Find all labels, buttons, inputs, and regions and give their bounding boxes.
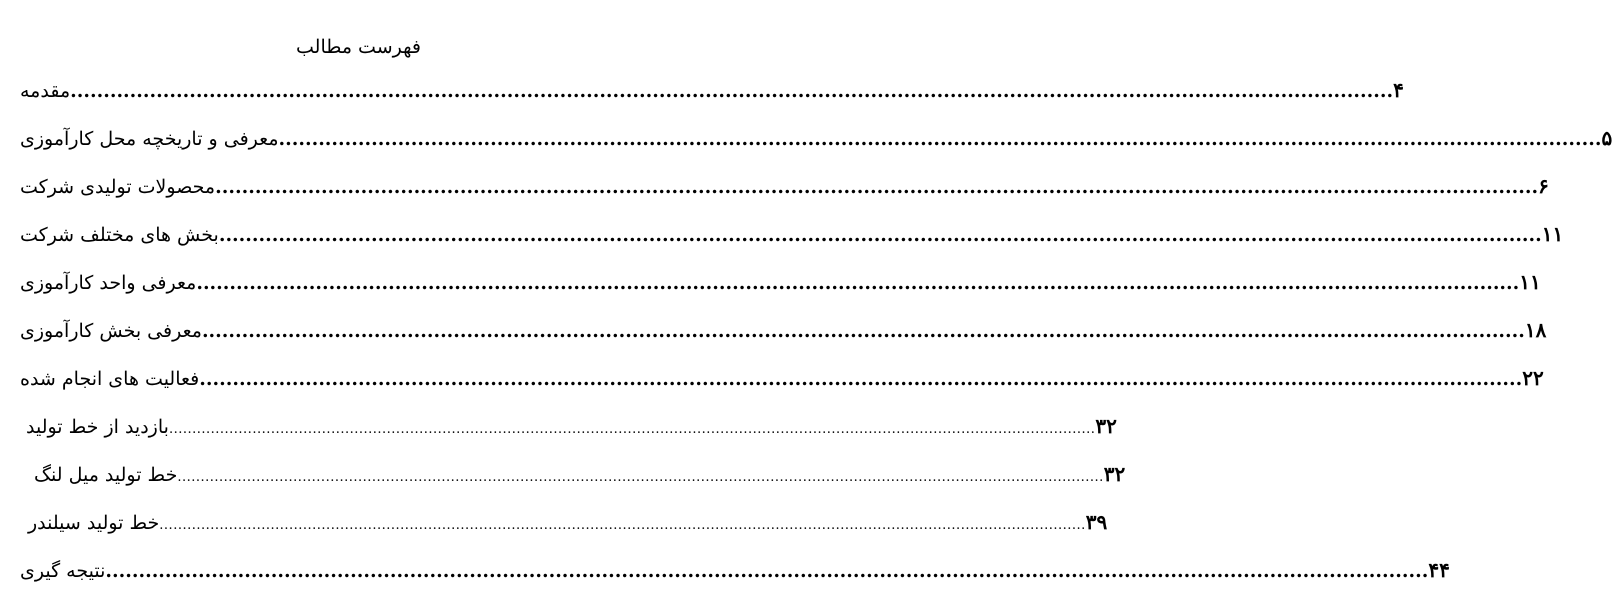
toc-leader-dots: ........................................................................................................................................................................................................ (278, 128, 1602, 150)
toc-entry-label: بازدید از خط تولید (26, 416, 169, 438)
toc-entry-page: ۵ (1601, 126, 1613, 150)
toc-leader-dots: ........................................................................................................................................................................................................ (215, 176, 1539, 198)
toc-entry-label: نتیجه گیری (20, 560, 106, 582)
toc-entry-label: خط تولید سیلندر (28, 512, 160, 534)
toc-entry-introduction (18, 78, 1404, 112)
toc-entry-page: ۶ (1538, 174, 1549, 198)
toc-entry-activities (18, 366, 1544, 400)
toc-entry-label: معرفی بخش کارآموزی (20, 320, 202, 342)
toc-entry-label: معرفی واحد کارآموزی (20, 272, 197, 294)
toc-title: فهرست مطالب (296, 36, 421, 58)
toc-entry-page: ۱۱ (1541, 222, 1564, 246)
toc-leader-dots: ........................................................................................................................................................................................................ (70, 80, 1394, 102)
toc-entry-page: ۱۸ (1524, 318, 1547, 342)
toc-leader-dots: ........................................................................................................................................................................................................ (201, 320, 1525, 342)
toc-entry-label: خط تولید میل لنگ (34, 464, 178, 486)
toc-entry-label: مقدمه (20, 80, 71, 102)
toc-leader-dots: ........................................................................................................................................................................................................ (159, 518, 1086, 533)
toc-entry-page: ۱۱ (1519, 270, 1541, 294)
toc-entry-cylinder-line (26, 510, 1108, 544)
toc-entry-page: ۳۲ (1095, 414, 1117, 438)
toc-entry-label: بخش های مختلف شرکت (20, 224, 219, 246)
toc-leader-dots: ........................................................................................................................................................................................................ (196, 272, 1520, 294)
toc-entry-internship-section (18, 318, 1547, 352)
toc-leader-dots: ........................................................................................................................................................................................................ (177, 470, 1104, 485)
toc-entry-internship-unit (18, 270, 1541, 304)
toc-entry-label: معرفی و تاریخچه محل کارآموزی (20, 128, 279, 150)
toc-entry-departments (18, 222, 1564, 256)
toc-list (0, 74, 1613, 604)
toc-leader-dots: ........................................................................................................................................................................................................ (218, 224, 1542, 246)
toc-entry-page: ۳۹ (1085, 510, 1108, 534)
toc-entry-page: ۲۲ (1522, 366, 1544, 390)
toc-entry-page: ۴ (1393, 78, 1404, 102)
toc-leader-dots: ........................................................................................................................................................................................................ (199, 368, 1523, 390)
toc-entry-label: محصولات تولیدی شرکت (20, 176, 216, 198)
toc-entry-crankshaft-line (32, 462, 1126, 496)
toc-entry-products (18, 174, 1549, 208)
toc-entry-label: فعالیت های انجام شده (20, 368, 200, 390)
toc-entry-page: ۳۲ (1103, 462, 1126, 486)
toc-entry-page: ۴۴ (1428, 558, 1450, 582)
toc-entry-conclusion (18, 558, 1450, 592)
toc-entry-production-visit (24, 414, 1117, 448)
toc-leader-dots: ........................................................................................................................................................................................................ (168, 422, 1096, 437)
toc-leader-dots: ........................................................................................................................................................................................................ (105, 560, 1429, 582)
toc-entry-company-history (18, 126, 1613, 160)
